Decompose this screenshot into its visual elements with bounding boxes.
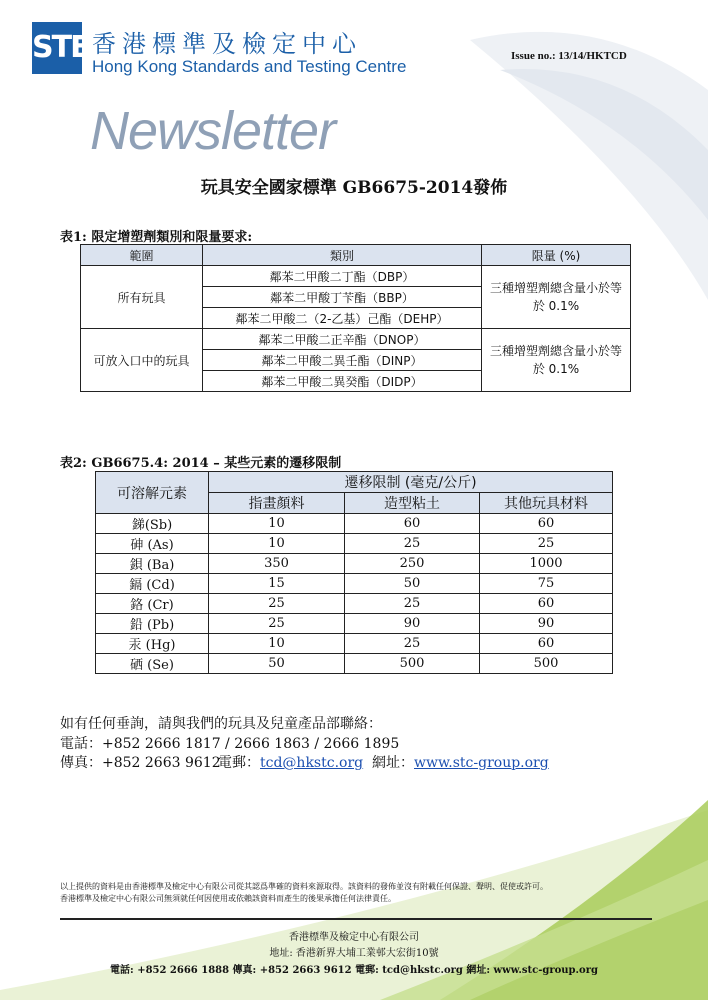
value-cell: 50 <box>209 654 345 674</box>
table1-caption: 表1: 限定增塑劑類別和限量要求: <box>60 230 253 245</box>
category-cell: 鄰苯二甲酸二正辛酯（DNOP） <box>203 329 482 350</box>
page-title: 玩具安全國家標準 GB6675-2014發佈 <box>200 178 508 198</box>
value-cell: 250 <box>345 554 480 574</box>
org-name-en: Hong Kong Standards and Testing Centre <box>92 57 407 76</box>
value-cell: 25 <box>345 594 480 614</box>
website-link[interactable]: www.stc-group.org <box>414 755 549 771</box>
table-row <box>96 654 613 674</box>
element-cell: 銻(Sb) <box>96 514 209 534</box>
table-row <box>96 514 613 534</box>
email-link[interactable]: tcd@hkstc.org <box>260 755 364 771</box>
column-header: 其他玩具材料 <box>480 493 613 514</box>
contact-phone: 電話：+852 2666 1817 / 2666 1863 / 2666 1895 <box>60 736 400 752</box>
category-cell: 鄰苯二甲酸二異癸酯（DIDP） <box>203 371 482 392</box>
category-cell: 鄰苯二甲酸二丁酯（DBP） <box>203 266 482 287</box>
contact-fax: 傳真：+852 2663 9612 <box>60 755 221 771</box>
footer-contacts: 電話: +852 2666 1888 傳真: +852 2663 9612 電郵: tcd@hkstc.org 網址: www.stc-group.org <box>110 965 598 976</box>
element-cell: 砷 (As) <box>96 534 209 554</box>
table-row <box>96 594 613 614</box>
footer-company: 香港標準及檢定中心有限公司 <box>289 932 419 943</box>
column-header: 類別 <box>203 245 482 266</box>
footer-divider <box>60 918 652 920</box>
value-cell: 75 <box>480 574 613 594</box>
element-cell: 鉻 (Cr) <box>96 594 209 614</box>
contact-intro: 如有任何垂詢，請與我們的玩具及兒童產品部聯絡： <box>60 716 382 732</box>
value-cell: 350 <box>209 554 345 574</box>
category-cell: 鄰苯二甲酸二異壬酯（DINP） <box>203 350 482 371</box>
value-cell: 25 <box>209 614 345 634</box>
table-row <box>96 554 613 574</box>
org-name-zh: 香港標準及檢定中心 <box>92 30 362 58</box>
element-cell: 鎘 (Cd) <box>96 574 209 594</box>
value-cell: 25 <box>345 634 480 654</box>
disclaimer-line-2: 香港標準及檢定中心有限公司無須就任何因使用或依賴該資料而產生的後果承擔任何法律責任。 <box>60 894 396 903</box>
value-cell: 90 <box>480 614 613 634</box>
value-cell: 60 <box>480 634 613 654</box>
contact-web-row <box>372 752 549 772</box>
column-header: 造型粘土 <box>345 493 480 514</box>
value-cell: 60 <box>345 514 480 534</box>
table-row <box>81 266 631 287</box>
table-header-row <box>96 472 613 493</box>
value-cell: 15 <box>209 574 345 594</box>
plasticizer-table <box>80 244 631 392</box>
element-cell: 鋇 (Ba) <box>96 554 209 574</box>
value-cell: 10 <box>209 534 345 554</box>
company-logo: STE <box>32 22 82 74</box>
limit-cell: 三種增塑劑總含量小於等於 0.1% <box>482 329 631 392</box>
table-header-row <box>81 245 631 266</box>
row-header-cell: 可溶解元素 <box>96 472 209 514</box>
element-migration-table <box>95 471 613 674</box>
limit-cell: 三種增塑劑總含量小於等於 0.1% <box>482 266 631 329</box>
element-cell: 鉛 (Pb) <box>96 614 209 634</box>
table2-caption: 表2: GB6675.4: 2014 – 某些元素的遷移限制 <box>60 456 342 471</box>
web-label: 網址： <box>372 755 414 771</box>
value-cell: 10 <box>209 634 345 654</box>
value-cell: 25 <box>345 534 480 554</box>
group-header-cell: 遷移限制 (毫克/公斤) <box>209 472 613 493</box>
value-cell: 25 <box>209 594 345 614</box>
table-row <box>96 574 613 594</box>
table-row <box>96 614 613 634</box>
issue-number: Issue no.: 13/14/HKTCD <box>511 50 627 62</box>
value-cell: 500 <box>345 654 480 674</box>
table-row <box>96 534 613 554</box>
value-cell: 10 <box>209 514 345 534</box>
scope-cell: 所有玩具 <box>81 266 203 329</box>
category-cell: 鄰苯二甲酸丁苄酯（BBP） <box>203 287 482 308</box>
disclaimer-line-1: 以上提供的資料是由香港標準及檢定中心有限公司從其認爲準確的資料來源取得。該資料的發佈並沒有附載任何保證、聲明、促使或許可。 <box>60 882 548 891</box>
value-cell: 25 <box>480 534 613 554</box>
value-cell: 60 <box>480 594 613 614</box>
value-cell: 50 <box>345 574 480 594</box>
newsletter-wordmark: Newsletter <box>90 101 336 161</box>
element-cell: 汞 (Hg) <box>96 634 209 654</box>
value-cell: 1000 <box>480 554 613 574</box>
column-header: 範圍 <box>81 245 203 266</box>
element-cell: 硒 (Se) <box>96 654 209 674</box>
column-header: 限量 (%) <box>482 245 631 266</box>
footer-address: 地址: 香港新界大埔工業邨大宏街10號 <box>269 948 439 959</box>
scope-cell: 可放入口中的玩具 <box>81 329 203 392</box>
value-cell: 90 <box>345 614 480 634</box>
contact-email-row <box>218 752 363 772</box>
category-cell: 鄰苯二甲酸二（2-乙基）己酯（DEHP） <box>203 308 482 329</box>
value-cell: 500 <box>480 654 613 674</box>
email-label: 電郵： <box>218 755 260 771</box>
table-row <box>96 634 613 654</box>
column-header: 指畫顏料 <box>209 493 345 514</box>
value-cell: 60 <box>480 514 613 534</box>
table-row <box>81 329 631 350</box>
